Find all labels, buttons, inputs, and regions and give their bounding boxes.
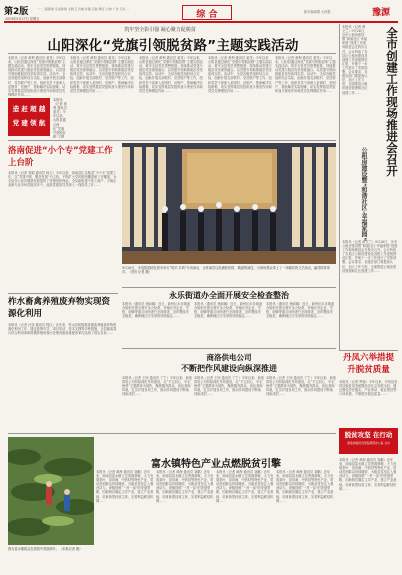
fushui-body-col4: 本报讯（记者 黄海 通讯员 刘鹏）近年来，商南县富水镇立足资源禀赋，大力发展茶叶、食用菌、中药材等特色产业，带动贫困群众持续增收，为脱贫攻坚注入强劲动力。该镇按照“一村一品”的发展思路，因地制宜确定主导产业，建立产业基地，培育新型经营主体，完善利益联结机制…… — [276, 470, 334, 503]
luonan-headline-text: 洛南促进“小个专”党建工作上台阶 — [8, 146, 113, 168]
right-column-divider — [339, 24, 340, 350]
fushui-photo-caption: 图为富水镇群众在茶园中采摘茶叶。（本报记者 摄） — [8, 547, 83, 551]
right-body-top: 本报讯（记者 黄文兰）9月26日，全市公租房建设暨“和谐社区·幸福家园”创建工作现场推进会在我市召开。会议听取了各县区公租房建设及创建工作进展情况汇报，并就下一步工作进行了安排部署。会议要求，各级各部门要提高认识，加大工作力度，全面推进公租房建设管理和社区创建工作…… — [342, 25, 368, 95]
stamp-line-1: 造 赶 超 越 — [12, 105, 46, 113]
supply-headline-2: 不断把作风建设向纵深推进 — [181, 364, 277, 373]
page-number: 第2版 — [4, 7, 29, 17]
lead-body-col3: 本报讯（记者 黄利 通讯员 姜龙）今年以来，山阳县通过深化“党旗引领脱贫路”主题实践活动，筑牢全县党员思想根基，持续推动党建与脱贫攻坚深度融合，以党建引领助推脱贫攻坚取得实效。活动中，全县各级党组织结合实际，创新开展支部联村、党员联户等工作，组织党员干部深入贫困村、贫困户，帮助解决实际困难，切实发挥基层党组织战斗堡垒作用和党员先锋模范作用…… — [139, 56, 203, 93]
lead-body-col5: 本报讯（记者 黄利 通讯员 姜龙）今年以来，山阳县通过深化“党旗引领脱贫路”主题实践活动，筑牢全县党员思想根基，持续推动党建与脱贫攻坚深度融合，以党建引领助推脱贫攻坚取得实效。活动中，全县各级党组织结合实际，创新开展支部联村、党员联户等工作，组织党员干部深入贫困村、贫困户，帮助解决实际困难，切实发挥基层党组织战斗堡垒作用和党员先锋模范作用…… — [275, 56, 336, 93]
masthead-rule — [4, 21, 398, 23]
danfeng-headline: 丹凤六举措提升脱贫质量 — [342, 353, 394, 375]
paper-name: 豫源 — [372, 8, 391, 18]
section-box — [182, 5, 232, 20]
stamp-line-2: 党 建 领 航 — [12, 119, 46, 127]
lead-stamp — [8, 98, 50, 136]
tea-garden-photo — [8, 437, 94, 545]
supply-rule — [122, 348, 336, 349]
issue-date: 2019年9月27日 星期五 — [5, 17, 40, 21]
fushui-body-col3: 本报讯（记者 黄海 通讯员 刘鹏）近年来，商南县富水镇立足资源禀赋，大力发展茶叶、食用菌、中药材等特色产业，带动贫困群众持续增收，为脱贫攻坚注入强劲动力。该镇按照“一村一品”的发展思路，因地制宜确定主导产业，建立产业基地，培育新型经营主体，完善利益联结机制…… — [216, 470, 274, 503]
lead-body-col1: 本报讯（记者 黄利 通讯员 姜龙）今年以来，山阳县通过深化“党旗引领脱贫路”主题实践活动，筑牢全县党员思想根基，持续推动党建与脱贫攻坚深度融合，以党建引领助推脱贫攻坚取得实效。活动中，全县各级党组织结合实际，创新开展支部联村、党员联户等工作，组织党员干部深入贫困村、贫困户，帮助解决实际困难，切实发挥基层党组织战斗堡垒作用和党员先锋模范作用…… — [8, 56, 66, 96]
section-nav: 一 二版新闻 全省新闻 文教卫 县域·乡镇 百姓 理行·人物 广告 专栏 ... — [38, 7, 130, 11]
section-title: 综 合 — [196, 10, 218, 20]
banner-main: 脱贫攻坚 在行动 — [344, 431, 393, 439]
livestock-rule — [8, 293, 118, 294]
lead-body-col1b: 本报讯（记者 黄利 通讯员 姜龙）今年以来，山阳县通过深化“党旗引领脱贫路”主题 — [53, 98, 67, 138]
poverty-banner — [339, 428, 398, 454]
supply-body-col1: 本报讯（记者 王欣 通讯员 丁宁）今年以来，商洛供电公司持续深化作风建设，以“不忘初心、牢记使命”主题教育为契机，聚焦服务群众、优化营商环境，扎实开展各项工作，推动作风建设不断取得新成效…… — [122, 376, 192, 397]
fushui-body-col1: 本报讯（记者 黄海 通讯员 刘鹏）近年来，商南县富水镇立足资源禀赋，大力发展茶叶、食用菌、中药材等特色产业，带动贫困群众持续增收，为脱贫攻坚注入强劲动力。该镇按照“一村一品”的发展思路，因地制宜确定主导产业，建立产业基地，培育新型经营主体，完善利益联结机制…… — [96, 470, 154, 503]
livestock-body: 本报讯（记者 汪伟 通讯员 程红）近年来，柞水县积极推进畜禽养殖废弃物资源化利用工作，通过政策引导、项目带动、技术支撑等多种措施，全县畜禽粪污综合利用率和规模养殖场粪污处理设施装备配套率均达到了规定目标…… — [8, 323, 117, 336]
yongle-body-col3: 本报讯（通讯员 徐丽娜）近日，商州区永乐街道办组织开展全面安全大检查，对辖区内企业、学校、商铺等重点场所进行全面排查，及时整改安全隐患，确保辖区安全形势持续稳定…… — [266, 302, 334, 319]
supply-headline-1: 商洛供电公司 — [206, 353, 252, 362]
danfeng-rule — [339, 350, 398, 351]
right-vertical-sub: 公租房建设暨“和谐社区·幸福家园” — [360, 147, 367, 242]
danfeng-body: 本报讯（记者 罗晓）今年以来，丹凤县坚持以脱贫攻坚统揽经济社会发展全局，通过强化责任落实、产业带动、就业帮扶等六项举措，不断提升脱贫质量…… — [339, 380, 398, 397]
luonan-body: 本报讯（记者 刘娟 通讯员 杨文）今年以来，洛南县扎实推进“小个专”党建工作，以“党建引领、服务发展”为主线，不断扩大党的组织覆盖和工作覆盖，为全县非公经济健康发展提供了坚强组织保证。全县新组建个体工商户、小微企业和专业市场党组织多个，选派党建指导员深入一线指导工作…… — [8, 171, 117, 188]
yongle-headline: 永乐街道办全面开展安全检查整治 — [169, 291, 289, 300]
luonan-rule — [8, 140, 336, 141]
fushui-rule — [8, 433, 336, 434]
banner-sub: 商洛市脱贫攻坚指挥部办公室 合办 — [347, 441, 390, 445]
luonan-headline — [8, 145, 118, 169]
fushui-headline: 富水镇特色产业点燃脱贫引擎 — [151, 459, 281, 470]
fushui-body-col5: 本报讯（记者 黄海 通讯员 刘鹏）近年来，商南县富水镇立足资源禀赋，大力发展茶叶、食用菌、中药材等特色产业，带动贫困群众持续增收，为脱贫攻坚注入强劲动力。该镇按照“一村一品”的发展思路，因地制宜确定主导产业，建立产业基地，培育新型经营主体，完善利益联结机制…… — [339, 458, 397, 491]
photo-caption: 9月26日，市电影剧团在我市举行“筑牢·共鸣”专场演出，全体演员以饱满的热情、精湛的演技，为现场观众奉上了一场精彩的文艺演出，赢得阵阵掌声。（图片记者 摄） — [122, 266, 330, 275]
yongle-rule — [122, 287, 336, 288]
right-vertical-headline: 全市创建工作现场推进会召开 — [385, 27, 399, 177]
supply-body-col3: 本报讯（记者 王欣 通讯员 丁宁）今年以来，商洛供电公司持续深化作风建设，以“不忘初心、牢记使命”主题教育为契机，聚焦服务群众、优化营商环境，扎实开展各项工作，推动作风建设不断取得新成效…… — [266, 376, 336, 397]
supply-body-col2: 本报讯（记者 王欣 通讯员 丁宁）今年以来，商洛供电公司持续深化作风建设，以“不忘初心、牢记使命”主题教育为契机，聚焦服务群众、优化营商环境，扎实开展各项工作，推动作风建设不断取得新成效…… — [194, 376, 264, 397]
right-body-bottom: 本报讯（记者 黄文兰）9月26日，全市公租房建设暨“和谐社区·幸福家园”创建工作现场推进会在我市召开。会议听取了各县区公租房建设及创建工作进展情况汇报，并就下一步工作进行了安排部署。会议要求，各级各部门要提高认识，加大工作力度，全面推进公租房建设管理和社区创建工作…… — [342, 240, 398, 273]
tea-garden-illustration — [8, 437, 94, 545]
performance-photo — [122, 143, 336, 264]
edition-info: 新乡新闻网 大河报 — [304, 10, 331, 14]
lead-body-col4: 本报讯（记者 黄利 通讯员 姜龙）今年以来，山阳县通过深化“党旗引领脱贫路”主题实践活动，筑牢全县党员思想根基，持续推动党建与脱贫攻坚深度融合，以党建引领助推脱贫攻坚取得实效。活动中，全县各级党组织结合实际，创新开展支部联村、党员联户等工作，组织党员干部深入贫困村、贫困户，帮助解决实际困难，切实发挥基层党组织战斗堡垒作用和党员先锋模范作用…… — [208, 56, 272, 93]
livestock-headline: 柞水畜禽养殖废弃物实现资源化利用 — [8, 297, 111, 319]
lead-kicker: 筑牢坚全影引强 凝心聚力促脱贫 — [124, 27, 196, 33]
lead-rule — [8, 53, 336, 54]
lead-headline: 山阳深化“党旗引领脱贫路”主题实践活动 — [47, 38, 299, 54]
fushui-body-col2: 本报讯（记者 黄海 通讯员 刘鹏）近年来，商南县富水镇立足资源禀赋，大力发展茶叶、食用菌、中药材等特色产业，带动贫困群众持续增收，为脱贫攻坚注入强劲动力。该镇按照“一村一品”的发展思路，因地制宜确定主导产业，建立产业基地，培育新型经营主体，完善利益联结机制…… — [156, 470, 214, 503]
lead-body-col2: 本报讯（记者 黄利 通讯员 姜龙）今年以来，山阳县通过深化“党旗引领脱贫路”主题实践活动，筑牢全县党员思想根基，持续推动党建与脱贫攻坚深度融合，以党建引领助推脱贫攻坚取得实效。活动中，全县各级党组织结合实际，创新开展支部联村、党员联户等工作，组织党员干部深入贫困村、贫困户，帮助解决实际困难，切实发挥基层党组织战斗堡垒作用和党员先锋模范作用…… — [70, 56, 134, 93]
stage-illustration — [122, 143, 336, 264]
yongle-body-col2: 本报讯（通讯员 徐丽娜）近日，商州区永乐街道办组织开展全面安全大检查，对辖区内企业、学校、商铺等重点场所进行全面排查，及时整改安全隐患，确保辖区安全形势持续稳定…… — [194, 302, 262, 319]
yongle-body-col1: 本报讯（通讯员 徐丽娜）近日，商州区永乐街道办组织开展全面安全大检查，对辖区内企业、学校、商铺等重点场所进行全面排查，及时整改安全隐患，确保辖区安全形势持续稳定…… — [122, 302, 190, 319]
